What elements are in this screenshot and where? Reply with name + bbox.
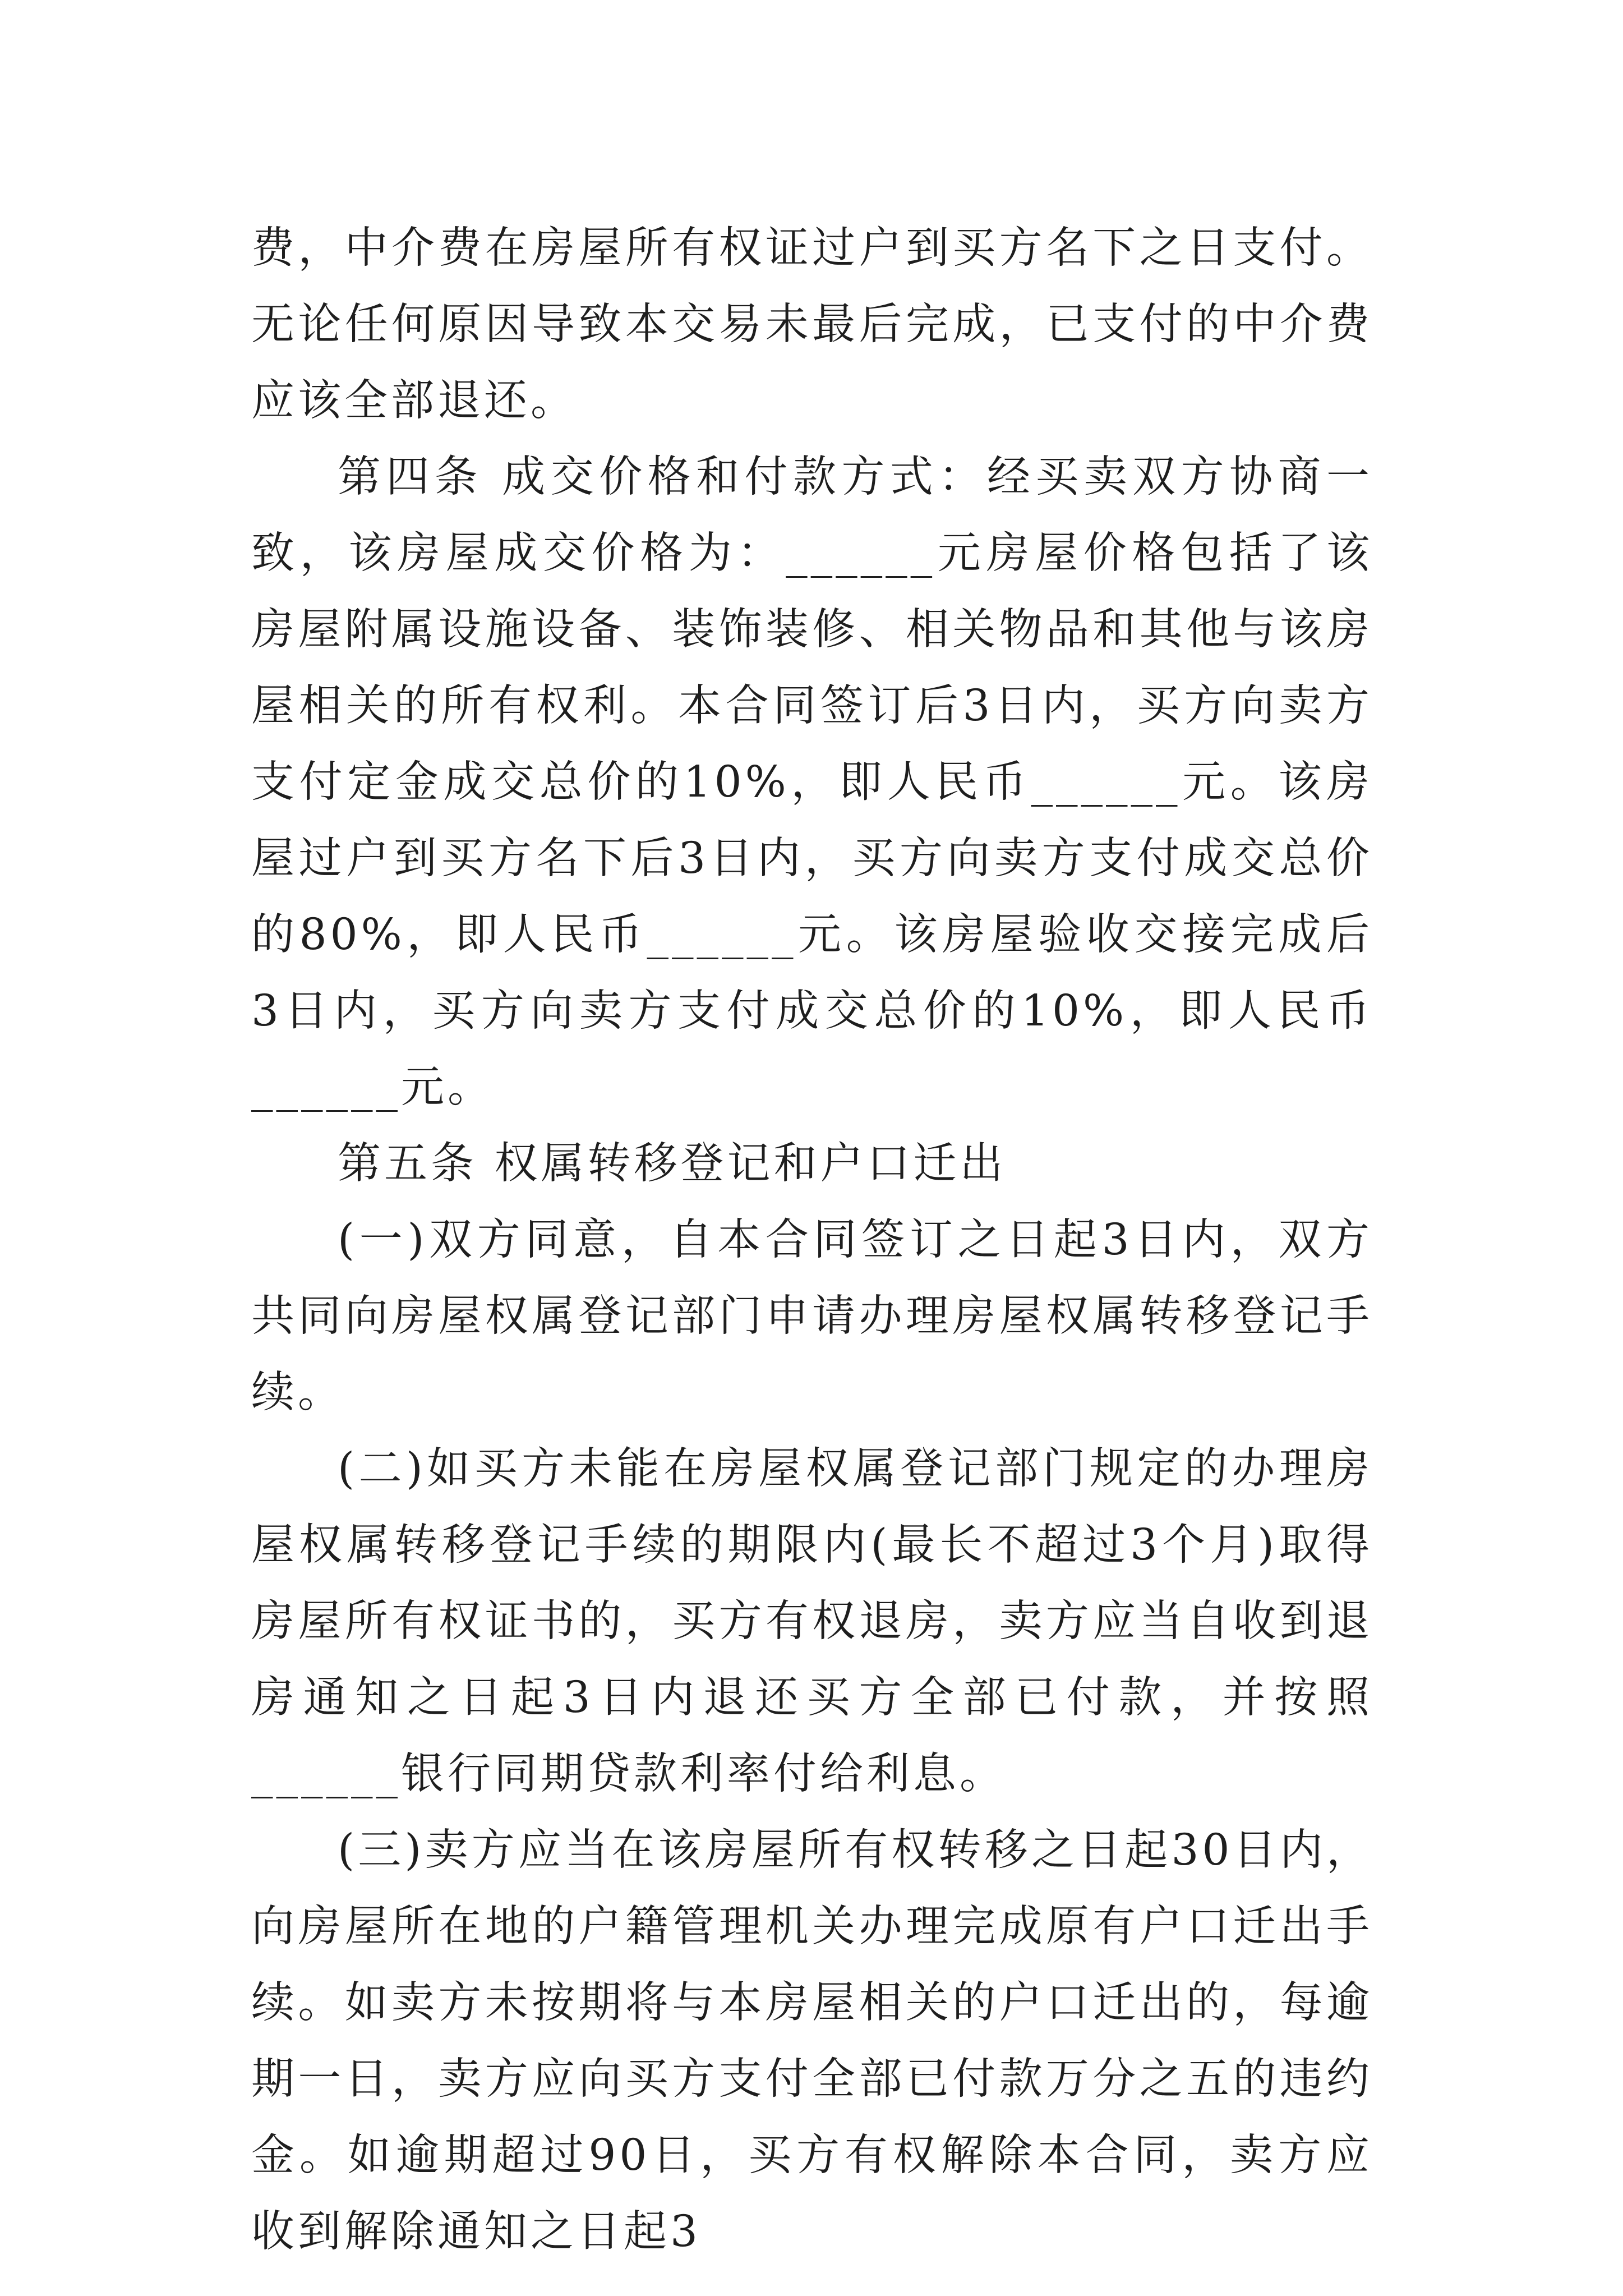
paragraph-article-5-clause-3: (三)卖方应当在该房屋所有权转移之日起30日内，向房屋所在地的户籍管理机关办理完成原有户口迁出手续。如卖方未按期将与本房屋相关的户口迁出的，每逾期一日，卖方应向买方支付全部已付款万分之五的违约金。如逾期超过90日，买方有权解除本合同，卖方应收到解除通知之日起3 bbox=[251, 1825, 1373, 2257]
paragraph-article-4-price-payment: 第四条 成交价格和付款方式：经买卖双方协商一致，该房屋成交价格为：______元房屋价格包括了该房屋附属设施设备、装饰装修、相关物品和其他与该房屋相关的所有权利。本合同签订后3日内，买方向卖方支付定金成交总价的10%，即人民币______元。该房屋过户到买方名下后3日内，买方向卖方支付成交总价的80%，即人民币______元。该房屋验收交接完成后3日内，买方向卖方支付成交总价的10%，即人民币______元。 bbox=[251, 452, 1373, 1112]
paragraph-intermediary-fee: 费，中介费在房屋所有权证过户到买方名下之日支付。无论任何原因导致本交易未最后完成，已支付的中介费应该全部退还。 bbox=[251, 223, 1373, 426]
paragraph-article-5-clause-2: (二)如买方未能在房屋权属登记部门规定的办理房屋权属转移登记手续的期限内(最长不超过3个月)取得房屋所有权证书的，买方有权退房，卖方应当自收到退房通知之日起3日内退还买方全部已付款，并按照______银行同期贷款利率付给利息。 bbox=[251, 1444, 1373, 1799]
paragraph-article-5-heading: 第五条 权属转移登记和户口迁出 bbox=[338, 1139, 1007, 1189]
paragraph-article-5-clause-1: (一)双方同意，自本合同签订之日起3日内，双方共同向房屋权属登记部门申请办理房屋权属转移登记手续。 bbox=[251, 1215, 1373, 1418]
document-body bbox=[251, 210, 1373, 2270]
